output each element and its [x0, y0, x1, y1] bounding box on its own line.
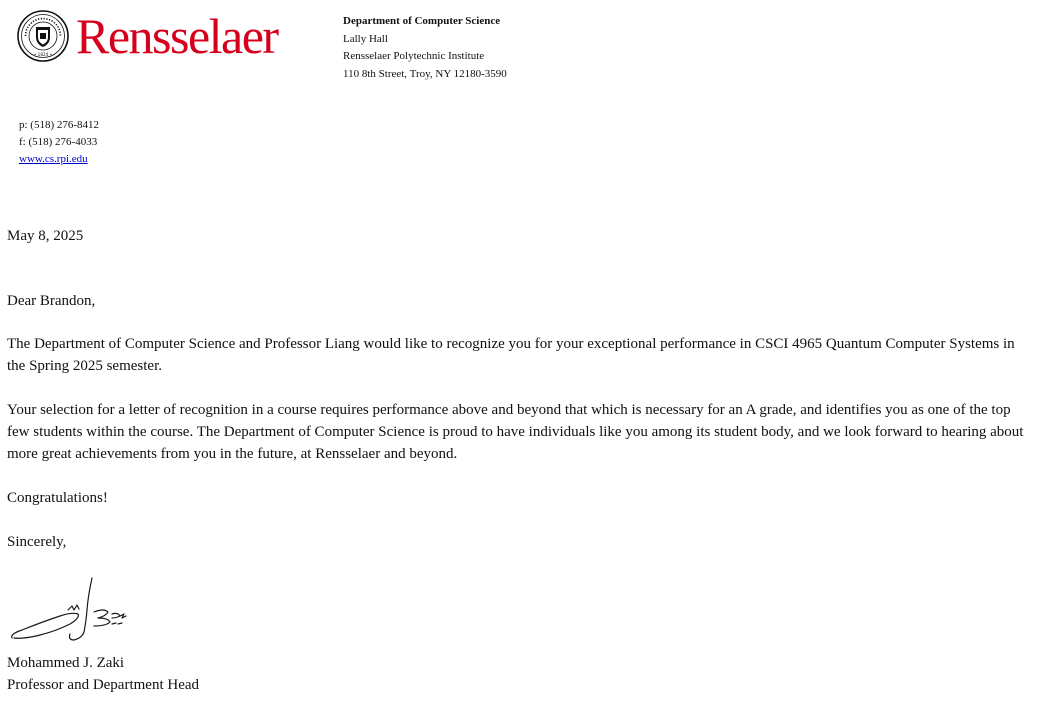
website-link[interactable]: www.cs.rpi.edu [19, 153, 88, 165]
contact-block [19, 117, 99, 168]
letter-paragraph-2: Your selection for a letter of recognition in a course requires performance above and beyond that which is necessary for an A grade, and identifies you as one of the top few students within the course. The Department of Computer Science is proud to have individuals like you among its student body, and we look forward to hearing about more great achievements from you in the future, at Rensselaer and beyond. [7, 402, 1024, 462]
rensselaer-wordmark: Rensselaer [76, 8, 278, 64]
fax-number: f: (518) 276-4033 [19, 136, 98, 148]
institute-name: Rensselaer Polytechnic Institute [343, 50, 485, 62]
street-address: 110 8th Street, Troy, NY 12180-3590 [343, 67, 507, 80]
department-address-block [343, 13, 507, 83]
salutation: Dear Brandon, [7, 293, 96, 309]
letter-date: May 8, 2025 [7, 228, 84, 244]
letter-paragraph-1: The Department of Computer Science and Professor Liang would like to recognize you for your exceptional performance in CSCI 4965 Quantum Computer Systems in the Spring 2025 semester. [7, 336, 1015, 374]
signer-title: Professor and Department Head [7, 677, 200, 693]
svg-text:• 1824 •: • 1824 • [33, 52, 53, 57]
rpi-seal-logo [17, 10, 69, 62]
letterhead [0, 0, 1042, 100]
department-name: Department of Computer Science [343, 15, 501, 27]
congratulations-line: Congratulations! [7, 490, 108, 506]
phone-number: p: (518) 276-8412 [19, 119, 100, 131]
signer-name: Mohammed J. Zaki [7, 655, 125, 671]
closing-line: Sincerely, [7, 534, 67, 550]
handwritten-signature [8, 576, 132, 644]
building-name: Lally Hall [343, 32, 388, 45]
